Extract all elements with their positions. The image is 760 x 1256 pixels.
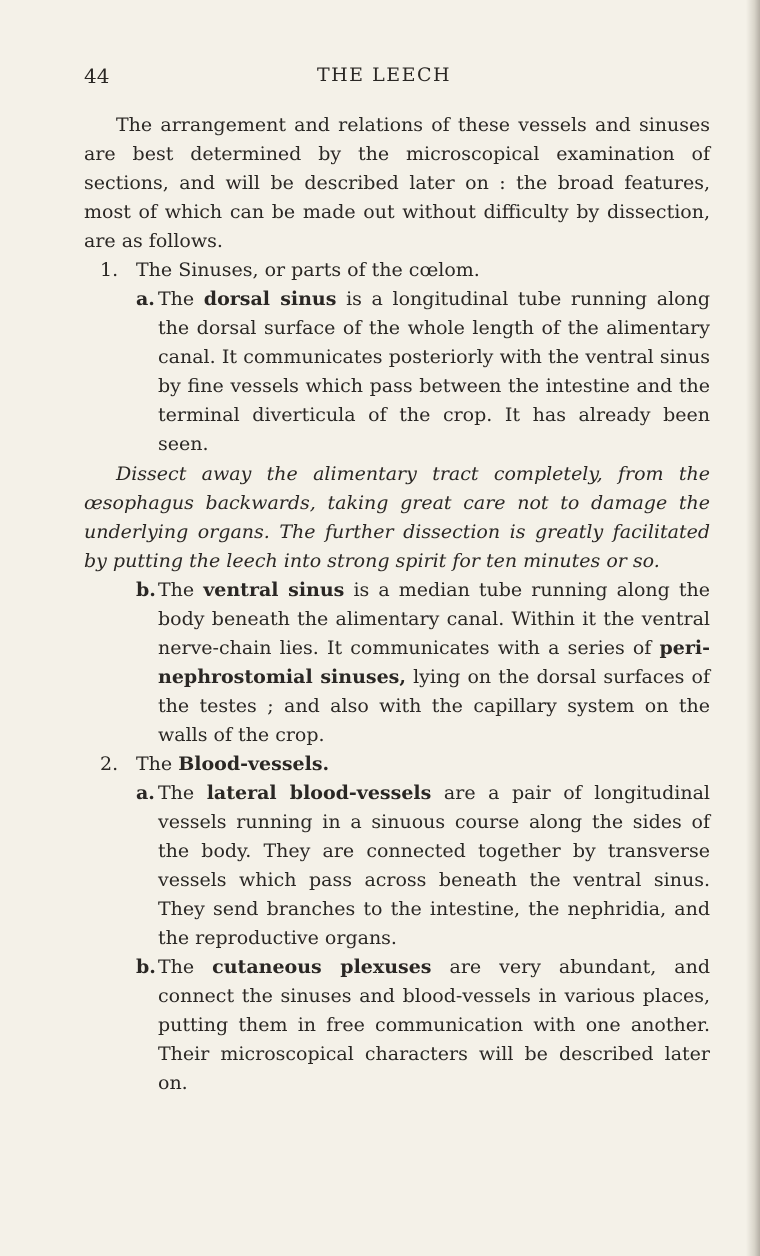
term-ventral-sinus: ventral sinus [203,579,345,601]
text-body: are a pair of longitudinal vessels running in a sinuous course along the sides of the body. They are connected together by transverse vessels which pass across beneath the ventral sinus. They send branches to the intestine, the nephridia, and the reproductive organs. [158,782,710,949]
term-dorsal-sinus: dorsal sinus [203,288,337,310]
text-prefix: The [158,579,204,601]
subsection-text [158,285,710,459]
text-body: is a median tube running along the body beneath the alimentary canal. Within it the ventral nerve-chain lies. It communicates with a series of [158,579,711,659]
intro-paragraph: The arrangement and relations of these vessels and sinuses are best determined by the microscopical examination of sections, and will be described later on : the broad features, most of which can be made out without difficulty by dissection, are as follows. [84,114,710,252]
subsection-marker: a. [136,782,155,804]
section-marker: 1. [100,259,119,281]
section-marker: 2. [100,753,119,775]
page-header [84,64,684,92]
section-title-term: Blood-vessels. [178,753,330,775]
term-lateral-blood-vessels: lateral blood-vessels [206,782,432,804]
subsection-lateral-blood-vessels [84,779,710,953]
subsection-ventral-sinus [84,576,710,750]
text-prefix: The [158,956,213,978]
subsection-marker: a. [136,288,155,310]
term-peri-nephrostomial-sinuses: peri-nephrostomial sinuses, [158,637,710,688]
subsection-marker: b. [136,579,156,601]
term-cutaneous-plexuses: cutaneous plexuses [212,956,432,978]
section-blood-vessels [84,750,710,779]
text-body: are very abundant, and connect the sinuses and blood-vessels in various places, putting them in free communication with one another. Their microscopical characters will be described later on. [158,956,711,1094]
text-body: is a longitudinal tube running along the dorsal surface of the whole length of the alimentary canal. It communicates posteriorly with the ventral sinus by fine vessels which pass between the intestine and the terminal diverticula of the crop. It has already been seen. [158,288,710,455]
subsection-cutaneous-plexuses [84,953,710,1098]
page-body [84,111,710,1098]
running-title: THE LEECH [316,64,452,86]
text-prefix: The [158,288,204,310]
subsection-text [158,953,710,1098]
subsection-dorsal-sinus [84,285,710,459]
page-edge-shadow [746,0,760,1256]
subsection-marker: b. [136,956,156,978]
dissection-instruction: Dissect away the alimentary tract completely, from the œsophagus backwards, taking great care not to damage the underlying organs. The further dissection is greatly facilitated by putting the leech into strong spirit for ten minutes or so. [84,463,710,572]
text-body-2: lying on the dorsal surfaces of the testes ; and also with the capillary system on the walls of the crop. [158,666,710,746]
text-prefix: The [158,782,207,804]
page-number: 44 [84,64,110,88]
section-sinuses [84,256,710,285]
section-title: The Sinuses, or parts of the cœlom. [136,259,480,281]
text-prefix: The [136,753,179,775]
section-title [136,750,710,779]
subsection-text [158,779,710,953]
subsection-text [158,576,710,750]
